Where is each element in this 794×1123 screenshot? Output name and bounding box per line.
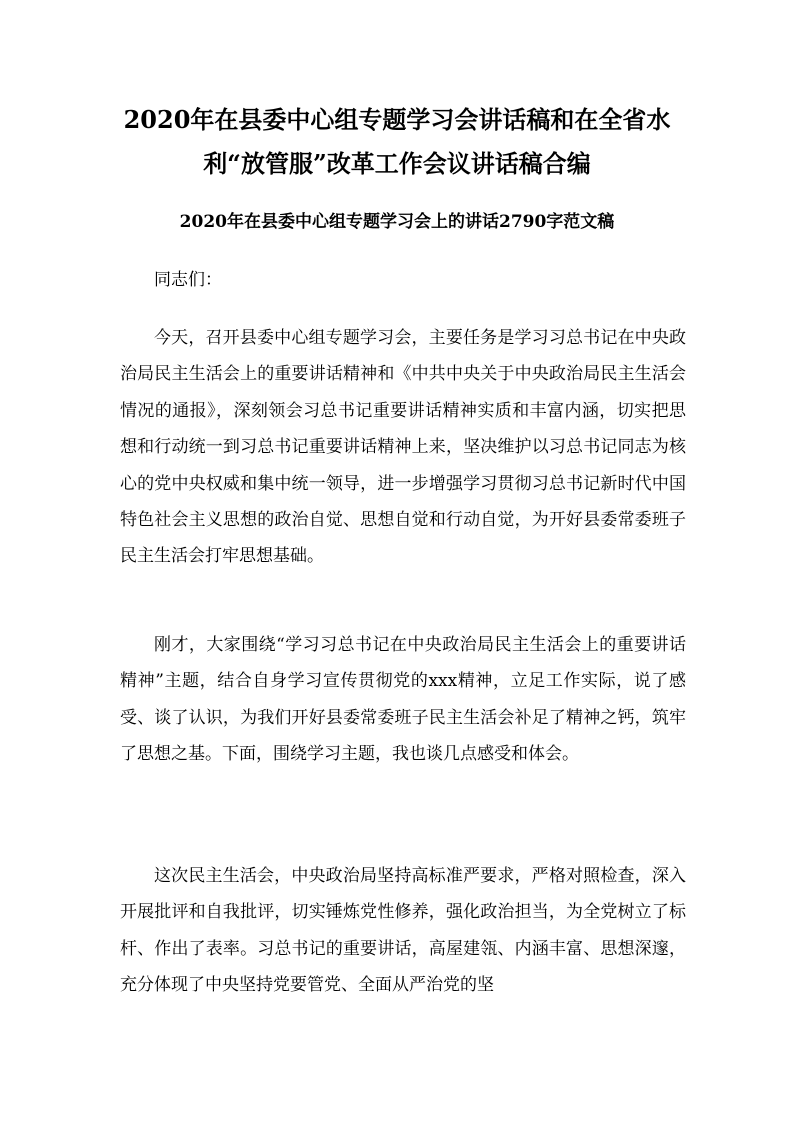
- document-subtitle: 2020年在县委中心组专题学习会上的讲话2790字范文稿: [179, 212, 615, 232]
- document-title: 2020年在县委中心组专题学习会讲话稿和在全省水利“放管服”改革工作会议讲话稿合编: [123, 105, 671, 178]
- paragraph-2: 刚才，大家围绕“学习习总书记在中央政治局民主生活会上的重要讲话精神”主题，结合自身学习宣传贯彻党的xxx精神，立足工作实际，说了感受、谈了认识，为我们开好县委常委班子民主生活会补足了精神之钙，筑牢了思想之基。下面，围绕学习主题，我也谈几点感受和体会。: [120, 635, 686, 765]
- paragraph-1: 今天，召开县委中心组专题学习会，主要任务是学习习总书记在中央政治局民主生活会上的重要讲话精神和《中共中央关于中央政治局民主生活会情况的通报》，深刻领会习总书记重要讲话精神实质和丰富内涵，切实把思想和行动统一到习总书记重要讲话精神上来，坚决维护以习总书记同志为核心的党中央权威和集中统一领导，进一步增强学习贯彻习总书记新时代中国特色社会主义思想的政治自觉、思想自觉和行动自觉，为开好县委常委班子民主生活会打牢思想基础。: [120, 328, 686, 567]
- paragraph-3: 这次民主生活会，中央政治局坚持高标准严要求，严格对照检查，深入开展批评和自我批评，切实锤炼党性修养，强化政治担当，为全党树立了标杆、作出了表率。习总书记的重要讲话，高屋建瓴、内涵丰富、思想深邃，充分体现了中央坚持党要管党、全面从严治党的坚: [120, 866, 686, 996]
- greeting: 同志们：: [154, 270, 222, 290]
